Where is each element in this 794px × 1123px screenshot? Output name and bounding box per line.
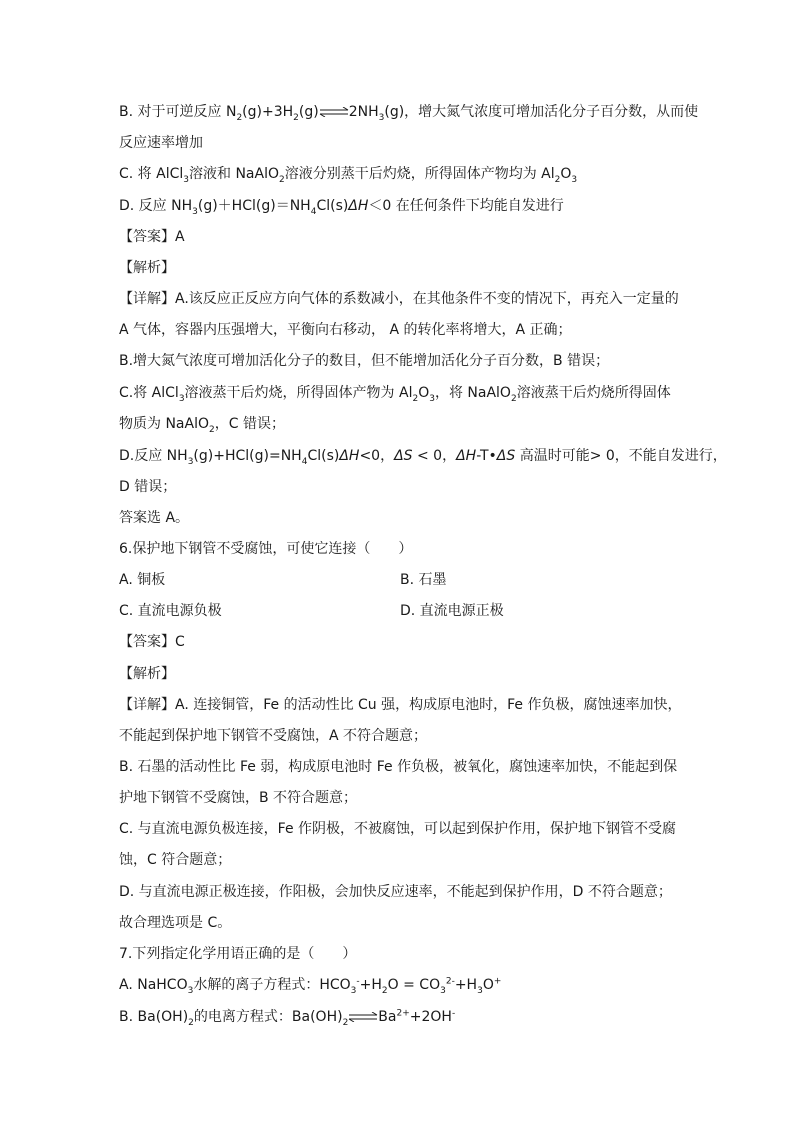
option-b-continuation: 反应速率增加 — [119, 135, 203, 151]
question-7-stem: 7.下列指定化学用语正确的是（ ） — [119, 946, 357, 962]
option-b: B. 石墨 — [400, 572, 447, 588]
equilibrium-arrow-icon — [348, 1012, 378, 1022]
explanation-line: D.反应 $NH_3(g)+HCl(g)=NH_4Cl(s)\Delta H<0$，ΔS < 0，ΔH-T•ΔS 高温时可能> 0，不能自发进行， — [119, 448, 727, 467]
explanation-line: A 气体，容器内压强增大，平衡向右移动， A 的转化率将增大，A 正确； — [119, 322, 572, 338]
question-6-stem: 6.保护地下钢管不受腐蚀，可使它连接（ ） — [119, 541, 413, 557]
explanation-line: B. 石墨的活动性比 Fe 弱，构成原电池时 Fe 作负极，被氧化，腐蚀速率加快，不能起到保 — [119, 759, 678, 775]
explanation-line: 不能起到保护地下钢管不受腐蚀，A 不符合题意； — [119, 728, 428, 744]
explanation-line: B.增大氮气浓度可增加活化分子的数目，但不能增加活化分子百分数，B 错误； — [119, 353, 610, 369]
analysis-label-q5: 【解析】 — [119, 260, 175, 276]
option-c-statement: C. 将 AlCl$_3$溶液和 NaAlO$_2$溶液分别蒸干后灼烧，所得固体产物均为 $Al_2O_3$ — [119, 166, 578, 185]
equilibrium-arrow-icon — [319, 107, 349, 117]
answer-label-q6: 【答案】C — [119, 634, 185, 650]
explanation-line: D 错误； — [119, 479, 177, 495]
option-c: C. 直流电源负极 — [119, 603, 222, 619]
question-7-option-a: A. NaHCO$_3$水解的离子方程式：$HCO_3^-+H_2O = CO_3^{2-}+H_3O^+$ — [119, 976, 502, 996]
option-d-statement: D. 反应 $NH_3(g)+HCl(g)=NH_4Cl(s)\Delta H<0$ 在任何条件下均能自发进行 — [119, 198, 564, 217]
analysis-label-q6: 【解析】 — [119, 666, 175, 682]
question-6-options-row1 — [119, 570, 679, 590]
option-d: D. 直流电源正极 — [400, 603, 504, 619]
explanation-line: 物质为 NaAlO$_2$，C 错误； — [119, 416, 285, 435]
answer-choice-line: 答案选 A。 — [119, 510, 190, 526]
explanation-line: D. 与直流电源正极连接，作阳极，会加快反应速率，不能起到保护作用，D 不符合题意； — [119, 884, 672, 900]
explanation-line: 蚀，C 符合题意； — [119, 852, 232, 868]
explanation-line: 【详解】A. 连接铜管，Fe 的活动性比 Cu 强，构成原电池时，Fe 作负极，腐蚀速率加快， — [119, 697, 682, 713]
answer-label-q5: 【答案】A — [119, 229, 185, 245]
explanation-line: C.将 AlCl$_3$溶液蒸干后灼烧，所得固体产物为 $Al_2O_3$，将 NaAlO$_2$溶液蒸干后灼烧所得固体 — [119, 385, 671, 404]
answer-choice-line: 故合理选项是 C。 — [119, 915, 232, 931]
explanation-line: 护地下钢管不受腐蚀，B 不符合题意； — [119, 790, 358, 806]
explanation-line: C. 与直流电源负极连接，Fe 作阴极，不被腐蚀，可以起到保护作用，保护地下钢管不受腐 — [119, 821, 677, 837]
option-b-statement: B. 对于可逆反应 $N_2(g)+3H_2(g)$ $2NH_3(g)$，增大氮气浓度可增加活化分子百分数，从而使 — [119, 104, 699, 123]
explanation-line: 【详解】A.该反应正反应方向气体的系数减小，在其他条件不变的情况下，再充入一定量的 — [119, 291, 679, 307]
option-a: A. 铜板 — [119, 572, 166, 588]
question-6-options-row2 — [119, 601, 679, 621]
question-7-option-b: B. $Ba(OH)_2$的电离方程式：$Ba(OH)_2$ $Ba^{2+}+2OH^-$ — [119, 1008, 456, 1028]
